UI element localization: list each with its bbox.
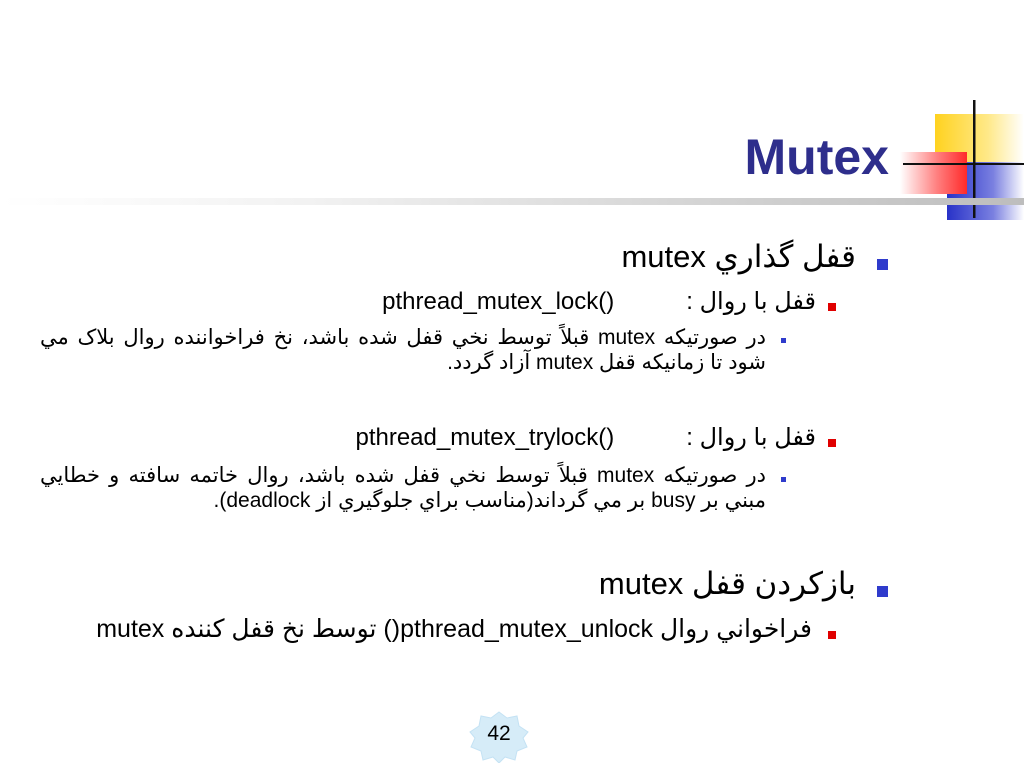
section1-item2-description: در صورتيكه mutex قبلاً توسط نخي قفل شده باشد، روال خاتمه سافته و خطايي مبني بر busy بر مي گرداند(مناسب براي جلوگيري از deadlock). <box>40 464 766 512</box>
section1-item1-function: pthread_mutex_lock() <box>382 288 615 315</box>
bullet-level3 <box>781 338 786 343</box>
section1-item2-line <box>355 423 816 452</box>
slide-title: Mutex <box>744 129 889 185</box>
section1-item2-label: قفل با روال : <box>686 424 816 451</box>
section2-heading: بازكردن قفل mutex <box>598 566 856 601</box>
page-number: 42 <box>487 722 511 745</box>
bullet-level3 <box>781 477 786 482</box>
bullet-level2 <box>828 631 836 639</box>
section1-item2-function: pthread_mutex_trylock() <box>355 424 615 451</box>
section1-heading: قفل گذاري mutex <box>621 239 856 274</box>
section2-item1-text: فراخواني روال pthread_mutex_unlock() توسط نخ قفل كننده mutex <box>96 615 812 643</box>
bullet-level2 <box>828 303 836 311</box>
bullet-level2 <box>828 439 836 447</box>
bullet-level1 <box>877 586 888 597</box>
section1-item1-line <box>382 287 816 316</box>
section1-item1-description: در صورتيكه mutex قبلاً توسط نخي قفل شده باشد، نخ فراخواننده روال بلاک مي شود تا زمانيكه قفل mutex آزاد گردد. <box>40 326 766 374</box>
title-underline <box>0 198 1024 205</box>
bullet-level1 <box>877 259 888 270</box>
section1-item1-label: قفل با روال : <box>686 288 816 315</box>
